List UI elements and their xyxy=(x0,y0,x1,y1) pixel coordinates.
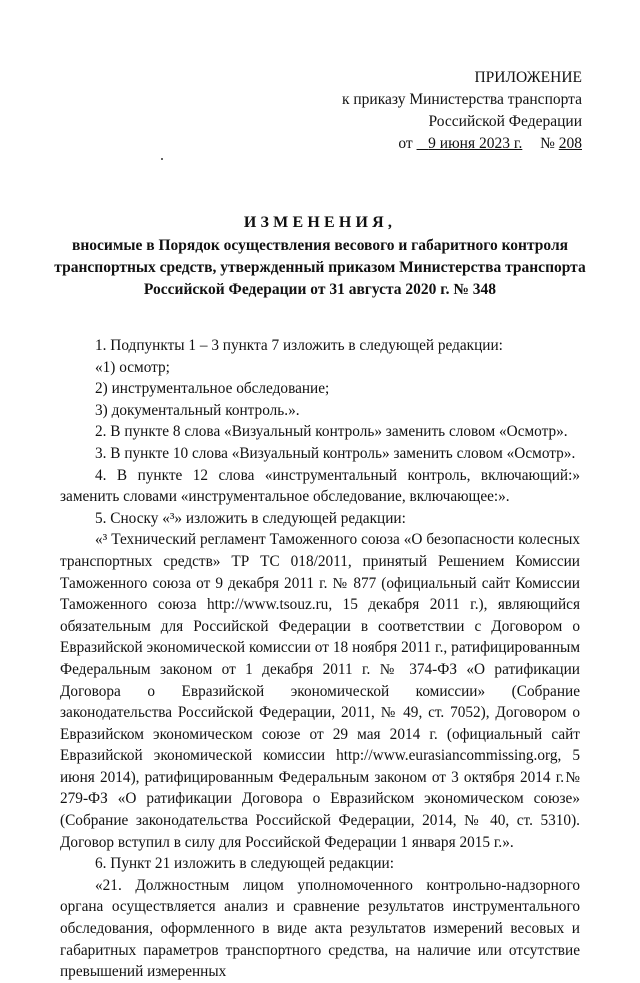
paragraph: 6. Пункт 21 изложить в следующей редакции: xyxy=(95,855,394,873)
paragraph: 1. Подпункты 1 – 3 пункта 7 изложить в следующей редакции: xyxy=(95,337,503,354)
heading-title: ИЗМЕНЕНИЯ, xyxy=(243,214,397,231)
paragraph: 3. В пункте 10 слова «Визуальный контроль» заменить словом «Осмотр». xyxy=(95,444,576,462)
appendix-line-1: к приказу Министерства транспорта xyxy=(341,91,582,108)
paragraph: «21. Должностным лицом уполномоченного контрольно-надзорного органа осуществляется анализ и сравнение результатов инструментального обследования, оформленного в виде акта результатов измерений весовых и габаритных параметров транспортного средства, на наличие или отсутствие превышений измеренных xyxy=(60,876,580,981)
paragraph: 2) инструментальное обследование; xyxy=(95,380,330,398)
paragraph: «1) осмотр; xyxy=(95,358,170,376)
appendix-line-2: Российской Федерации xyxy=(428,113,582,130)
order-date: 9 июня 2023 г. xyxy=(428,135,523,152)
document-heading xyxy=(40,212,600,301)
paragraph: 5. Сноску «³» изложить в следующей редакции: xyxy=(95,509,406,527)
paragraph: 4. В пункте 12 слова «инструментальный контроль, включающий:» заменить словами «инструментальное обследование, включающее:». xyxy=(60,466,580,506)
heading-subtitle-line: транспортных средств, утвержденный приказом Министерства транспорта xyxy=(54,259,586,276)
heading-subtitle-line: вносимые в Порядок осуществления весового и габаритного контроля xyxy=(71,237,569,254)
appendix-date-line xyxy=(322,133,582,155)
paragraph: 3) документальный контроль.». xyxy=(95,401,300,419)
heading-subtitle-line: Российской Федерации от 31 августа 2020 г. № 348 xyxy=(143,281,497,298)
from-label: от xyxy=(398,135,413,152)
appendix-block xyxy=(322,67,582,155)
number-label: № xyxy=(540,135,555,152)
scan-speck xyxy=(161,158,163,160)
appendix-title: ПРИЛОЖЕНИЕ xyxy=(474,69,582,86)
paragraph: 2. В пункте 8 слова «Визуальный контроль» заменить словом «Осмотр». xyxy=(95,423,568,441)
order-number: 208 xyxy=(558,135,582,152)
document-body xyxy=(60,335,580,983)
paragraph-footnote-text: «³ Технический регламент Таможенного союза «О безопасности колесных транспортных средств» ТР ТС 018/2011, принятый Решением Комиссии Таможенного союза от 9 декабря 2011 г. № 877 (официальный сайт Комиссии Таможенного союза http://www.tsouz.ru, 15 декабря 2011 г.), являющийся обязательным для Российской Федерации в соответствии с Договором о Евразийской экономической комиссии от 18 ноября 2011 г., ратифицированным Федеральным законом от 1 декабря 2011 г. № 374-ФЗ «О ратификации Договора о Евразийской экономической комиссии» (Собрание законодательства Российской Федерации, 2011, № 49, ст. 7052), Договором о Евразийском экономическом союзе от 29 мая 2014 г. (официальный сайт Евразийской экономической комиссии http://www.eurasiancommissing.org, 5 июня 2014), ратифицированным Федеральным законом от 3 октября 2014 г.№ 279-ФЗ «О ратификации Договора о Евразийском экономическом союзе» (Собрание законодательства Российской Федерации, 2014, № 40, ст. 5310). Договор вступил в силу для Российской Федерации 1 января 2015 г.». xyxy=(60,531,580,851)
